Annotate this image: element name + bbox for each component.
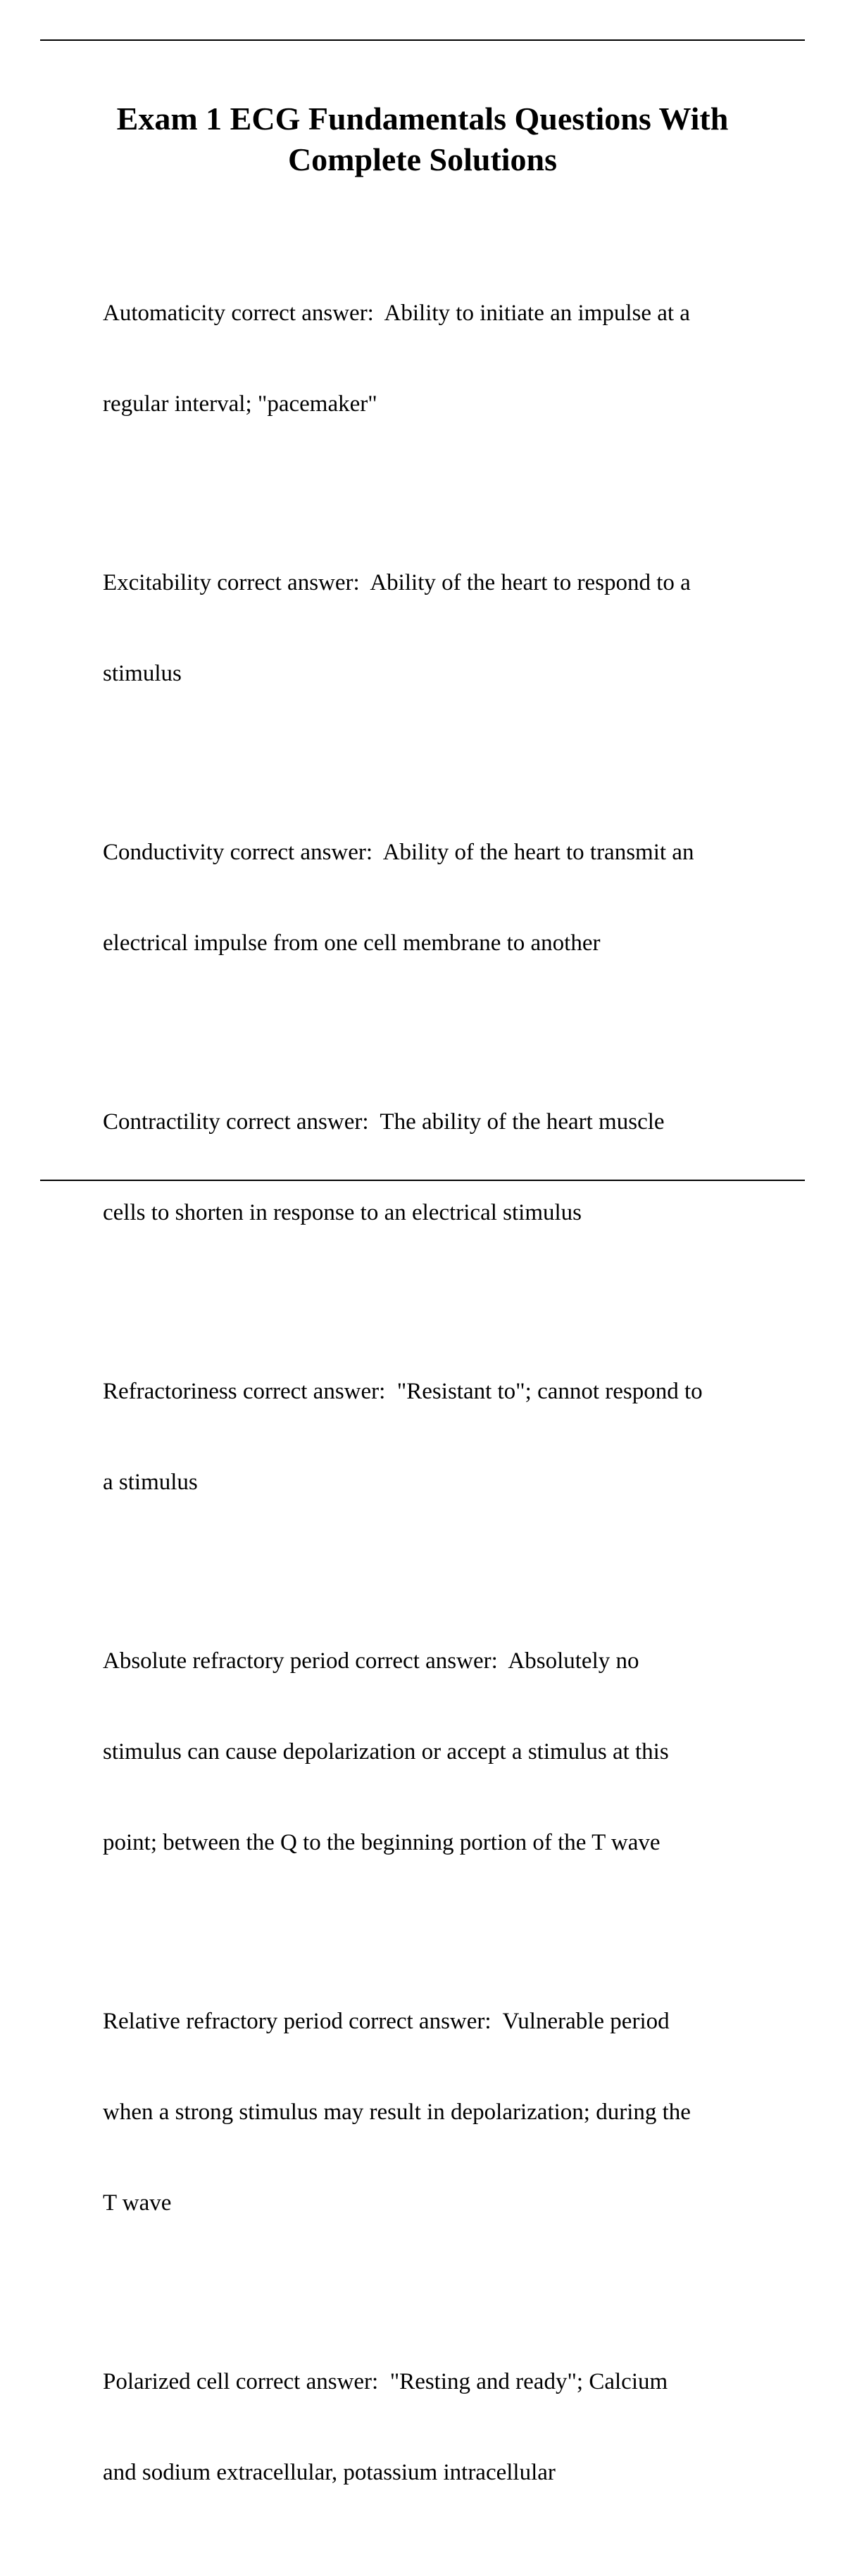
qa-line: cells to shorten in response to an electrical stimulus [103,1200,582,1225]
qa-line: Refractoriness correct answer: "Resistant to"; cannot respond to [103,1379,703,1404]
qa-line: electrical impulse from one cell membrane to another [103,930,601,956]
qa-line: Contractility correct answer: The ability of the heart muscle [103,1109,665,1135]
qa-item-refractoriness [103,1316,779,1558]
qa-line: point; between the Q to the beginning portion of the T wave [103,1830,661,1855]
qa-line: and sodium extracellular, potassium intracellular [103,2460,556,2485]
qa-line: Automaticity correct answer: Ability to initiate an impulse at a [103,301,690,326]
title-line: Complete Solutions [287,141,558,177]
qa-line: Relative refractory period correct answer: Vulnerable period [103,2009,670,2034]
title-line: Exam 1 ECG Fundamentals Questions With [116,101,729,137]
qa-item-excitability [103,507,779,750]
qa-item-automaticity [103,238,779,480]
qa-line: regular interval; "pacemaker" [103,391,377,417]
qa-line: Absolute refractory period correct answer: Absolutely no [103,1648,639,1674]
qa-line: stimulus can cause depolarization or accept a stimulus at this [103,1739,669,1764]
qa-item-absolute-refractory-period [103,1586,779,1919]
qa-item-polarized-cell [103,2306,779,2549]
qa-item-relative-refractory-period [103,1946,779,2279]
qa-line: Excitability correct answer: Ability of the heart to respond to a [103,570,691,595]
qa-line: T wave [103,2190,172,2216]
qa-line: stimulus [103,661,182,686]
qa-line: Polarized cell correct answer: "Resting and ready"; Calcium [103,2369,668,2394]
document-title [70,99,775,180]
qa-item-conductivity [103,777,779,1019]
qa-line: Conductivity correct answer: Ability of the heart to transmit an [103,840,694,865]
qa-list [103,238,779,2576]
bottom-rule [40,1180,805,1181]
qa-line: a stimulus [103,1470,198,1495]
qa-line: when a strong stimulus may result in depolarization; during the [103,2100,691,2125]
top-rule [40,39,805,41]
qa-item-contractility [103,1047,779,1289]
